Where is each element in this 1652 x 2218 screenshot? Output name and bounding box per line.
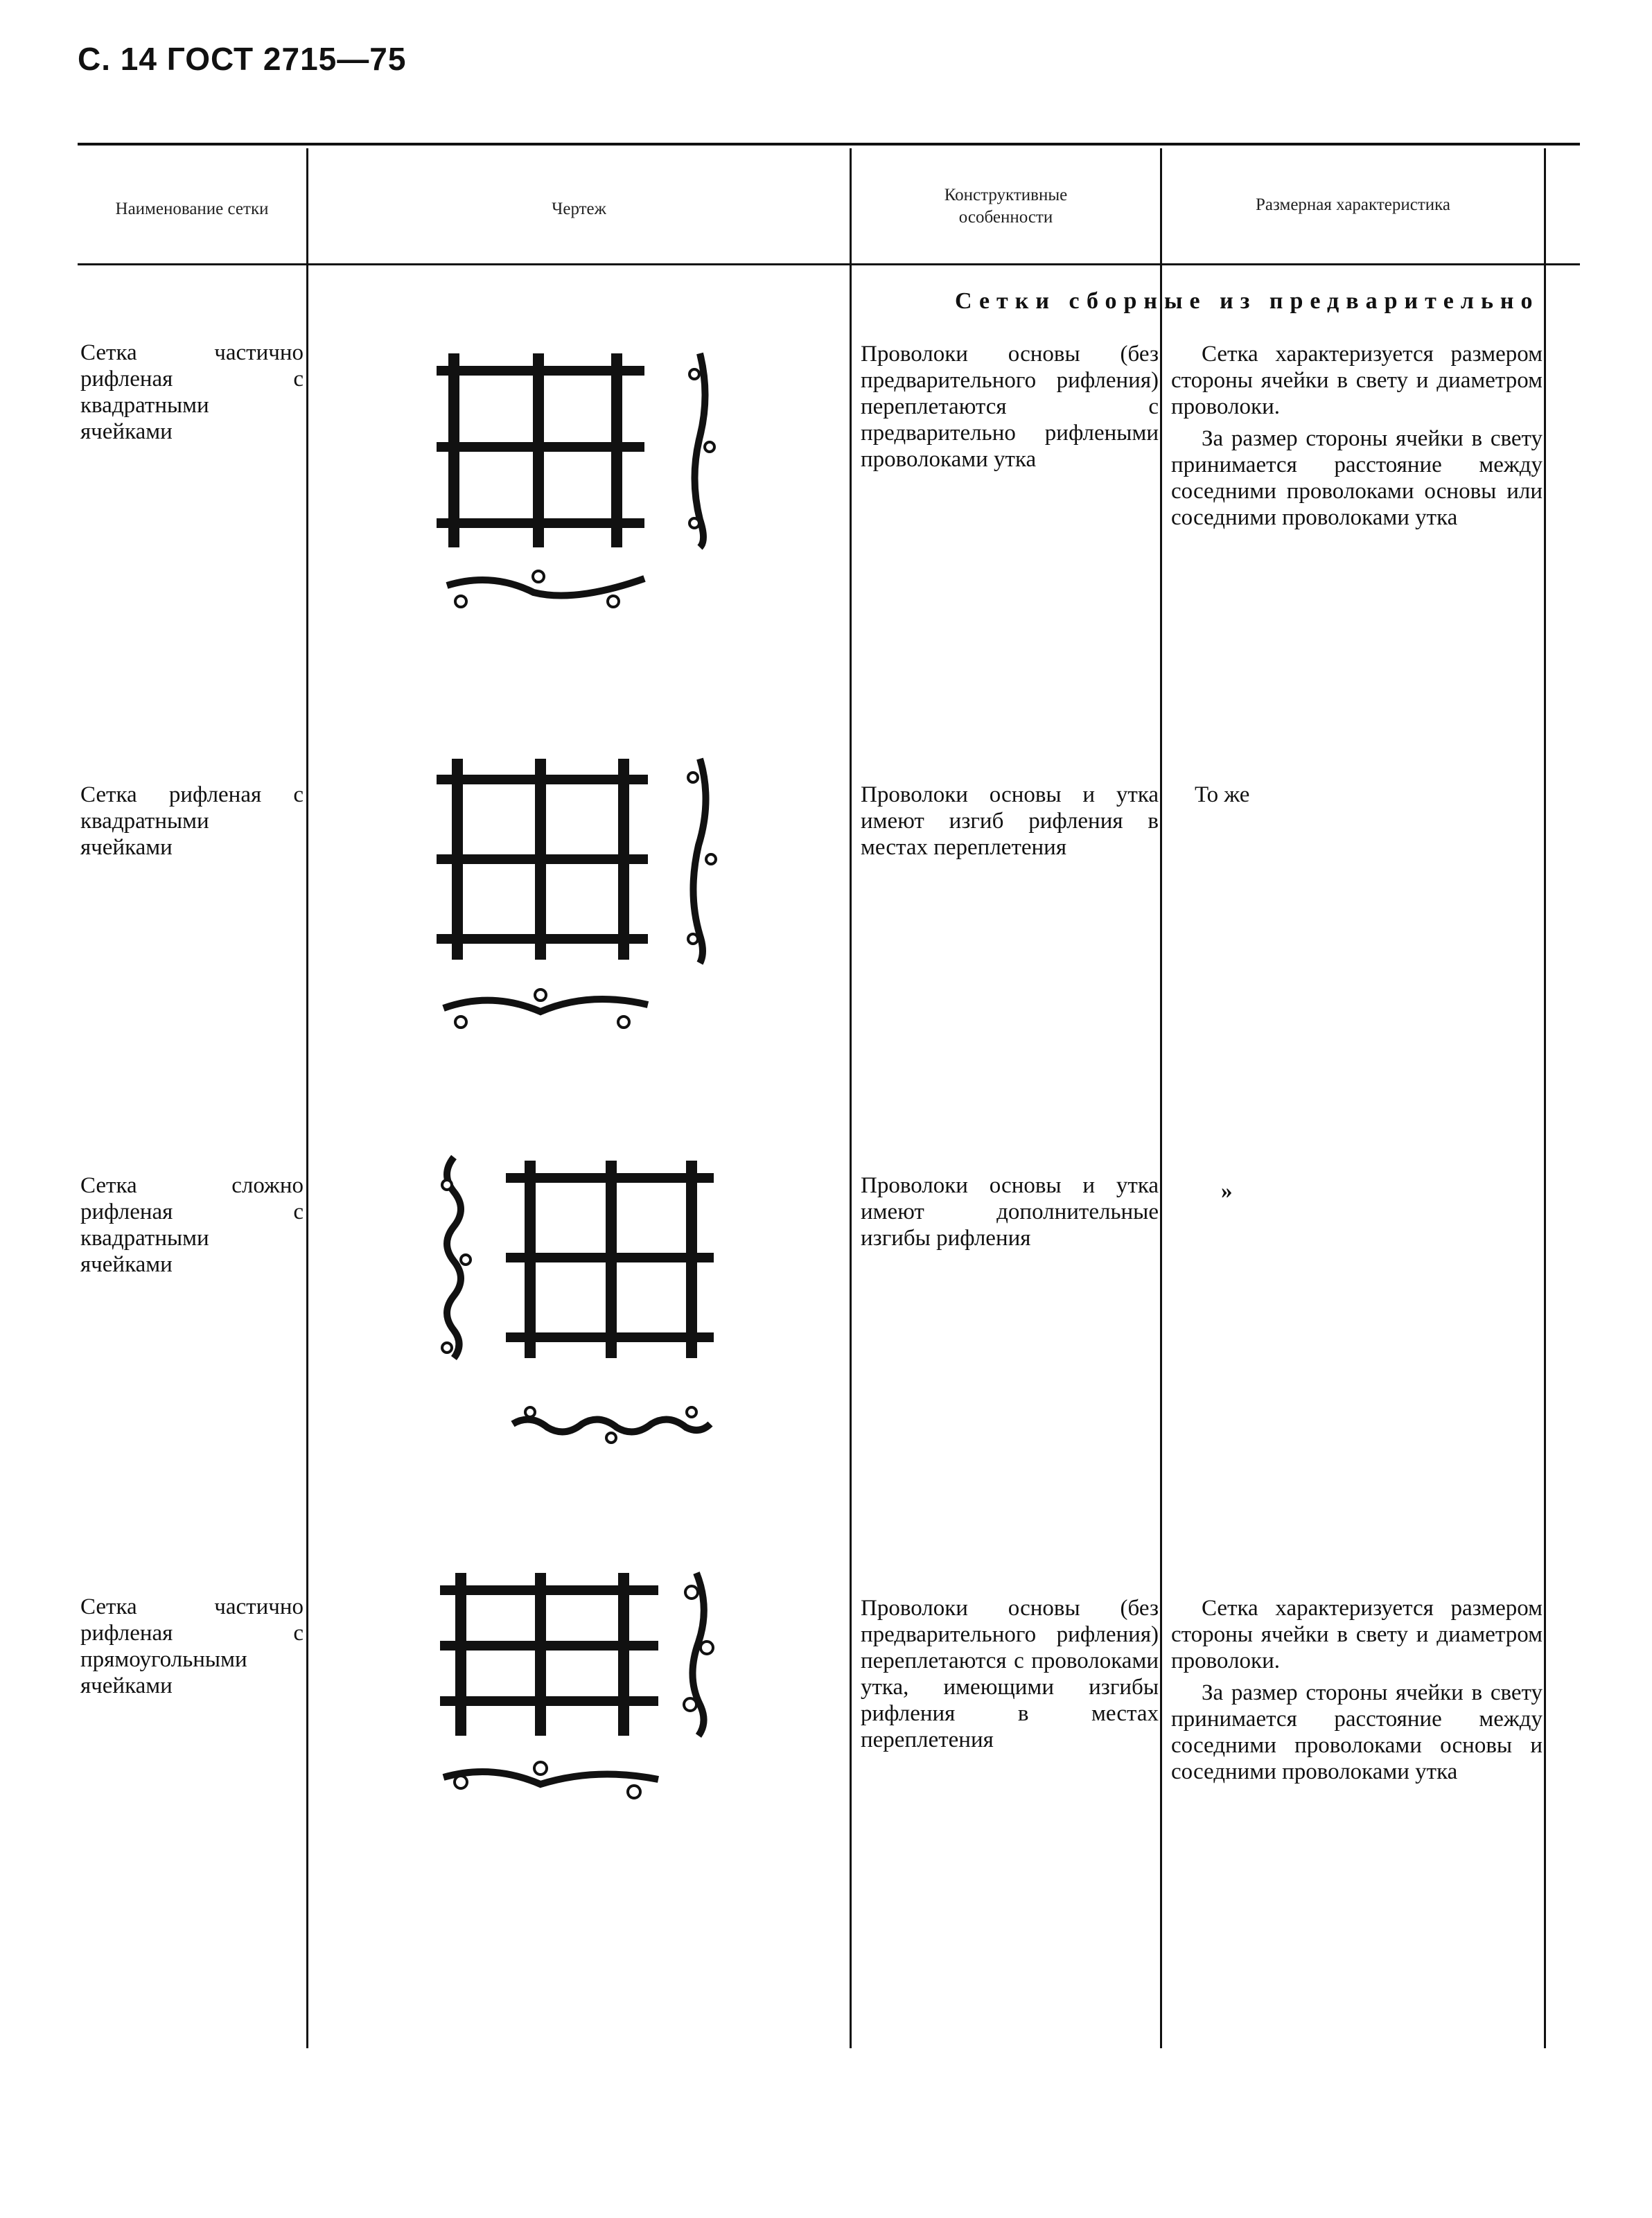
column-header-features-line1: Конструктивные (944, 186, 1068, 204)
section-title: Сетки сборные из предварительно (955, 288, 1540, 314)
mesh-grid (440, 1573, 658, 1736)
row-1-drawing (416, 340, 735, 631)
column-header-name: Наименование сетки (115, 200, 269, 218)
row-1-features: Проволоки основы (без предварительного рифления) переплетаются с предварительно рифлеными проволоками утка (861, 342, 1159, 472)
column-header-drawing: Чертеж (552, 200, 606, 218)
row-2-dimensions: То же (1195, 782, 1250, 807)
row-3-drawing (430, 1143, 735, 1462)
row-1-dimensions (1171, 341, 1543, 536)
weft-wire-section (513, 1407, 710, 1443)
warp-wire-side-view (689, 353, 714, 547)
row-3-name: Сетка сложно рифленая с квадратными ячейками (80, 1173, 304, 1277)
table-header-rule (78, 263, 1580, 265)
column-header-features (852, 184, 1160, 229)
mesh-grid (506, 1161, 714, 1358)
row-4-name: Сетка частично рифленая с прямоугольными ячейками (80, 1594, 304, 1698)
row-2-features: Проволоки основы и утка имеют изгиб рифления в местах переплетения (861, 782, 1159, 860)
warp-wire-side-view (684, 1573, 713, 1736)
row-1-name: Сетка частично рифленая с квадратными ячейками (80, 340, 304, 444)
column-divider-3 (1160, 148, 1162, 2048)
warp-wire-side-view (442, 1157, 471, 1358)
weft-wire-section (447, 571, 644, 607)
row-4-features: Проволоки основы (без предварительного рифления) переплетаются с проволоками утка, имеющими изгибы рифления в местах переплетения (861, 1596, 1159, 1752)
row-1-dimensions-p1: Сетка характеризуется размером стороны ячейки в свету и диаметром проволоки. (1171, 342, 1543, 419)
row-2-name: Сетка рифленая с квадратными ячейками (80, 782, 304, 860)
row-3-dimensions: » (1221, 1179, 1233, 1204)
column-divider-2 (850, 148, 852, 2048)
mesh-grid (437, 353, 644, 547)
row-2-drawing (416, 748, 735, 1039)
row-4-drawing (423, 1559, 728, 1822)
weft-wire-section (443, 989, 648, 1028)
row-1-dimensions-p2: За размер стороны ячейки в свету принимается расстояние между соседними проволоками основы или соседними проволоками утка (1171, 426, 1543, 530)
warp-wire-side-view (688, 759, 716, 963)
weft-wire-section (443, 1762, 658, 1798)
page-header: С. 14 ГОСТ 2715—75 (78, 41, 407, 77)
mesh-grid (437, 759, 648, 960)
table-top-rule (78, 143, 1580, 146)
row-4-dimensions-p1: Сетка характеризуется размером стороны ячейки в свету и диаметром проволоки. (1171, 1596, 1543, 1673)
column-header-dimensions: Размерная характеристика (1255, 195, 1450, 214)
column-divider-4 (1544, 148, 1546, 2048)
column-divider-1 (306, 148, 308, 2048)
row-3-features: Проволоки основы и утка имеют дополнительные изгибы рифления (861, 1173, 1159, 1251)
row-4-dimensions-p2: За размер стороны ячейки в свету принимается расстояние между соседними проволоками основы и соседними проволоками утка (1171, 1680, 1543, 1784)
row-4-dimensions (1171, 1595, 1543, 1790)
column-header-features-line2: особенности (958, 208, 1053, 227)
